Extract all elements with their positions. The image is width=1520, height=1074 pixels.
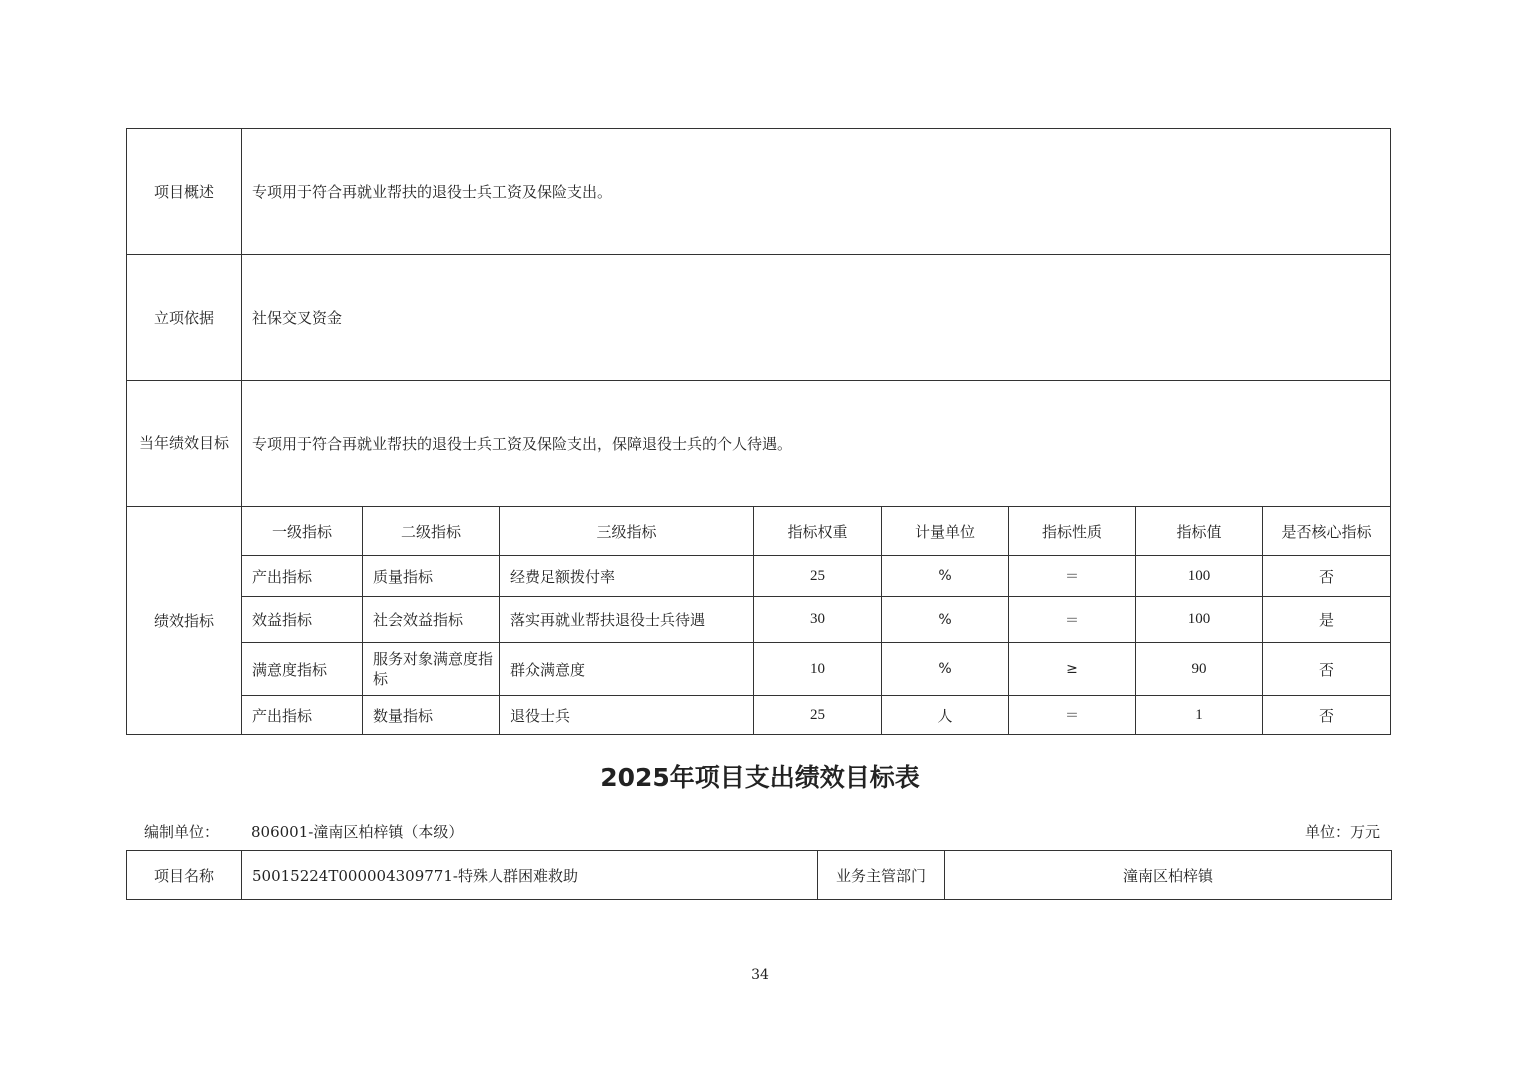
cell-level3: 落实再就业帮扶退役士兵待遇: [500, 597, 754, 643]
basis-row: [127, 255, 1391, 381]
cell-value: 1: [1136, 696, 1263, 735]
cell-nature: ＝: [1009, 696, 1136, 735]
header-weight: 指标权重: [754, 507, 882, 556]
header-value: 指标值: [1136, 507, 1263, 556]
cell-value: 100: [1136, 556, 1263, 597]
cell-value: 90: [1136, 643, 1263, 696]
cell-unit: %: [882, 556, 1009, 597]
cell-level2: 服务对象满意度指标: [363, 643, 500, 696]
page-title: 2025年项目支出绩效目标表: [600, 763, 920, 792]
table-row: [127, 597, 1391, 643]
basis-value: 社保交叉资金: [242, 255, 1391, 381]
indicator-header-row: [127, 507, 1391, 556]
header-unit: 计量单位: [882, 507, 1009, 556]
cell-nature: ≥: [1009, 643, 1136, 696]
unit-label: 编制单位：: [144, 823, 220, 841]
cell-core: 否: [1263, 643, 1391, 696]
cell-nature: ＝: [1009, 556, 1136, 597]
cell-unit: 人: [882, 696, 1009, 735]
goal-row: [127, 381, 1391, 507]
cell-core: 是: [1263, 597, 1391, 643]
goal-value: 专项用于符合再就业帮扶的退役士兵工资及保险支出，保障退役士兵的个人待遇。: [242, 381, 1391, 507]
page-number: 34: [751, 967, 769, 983]
header-level1: 一级指标: [242, 507, 363, 556]
cell-value: 100: [1136, 597, 1263, 643]
header-level3: 三级指标: [500, 507, 754, 556]
goal-label: 当年绩效目标: [127, 381, 242, 507]
project-name-label: 项目名称: [127, 851, 242, 900]
cell-level1: 产出指标: [242, 556, 363, 597]
overview-label: 项目概述: [127, 129, 242, 255]
cell-level1: 产出指标: [242, 696, 363, 735]
cell-unit: %: [882, 643, 1009, 696]
basis-label: 立项依据: [127, 255, 242, 381]
currency-unit: 单位：万元: [1304, 823, 1380, 841]
overview-row: [127, 129, 1391, 255]
project-name-value: 50015224T000004309771-特殊人群困难救助: [242, 851, 818, 900]
overview-value: 专项用于符合再就业帮扶的退役士兵工资及保险支出。: [242, 129, 1391, 255]
cell-unit: %: [882, 597, 1009, 643]
dept-label: 业务主管部门: [818, 851, 945, 900]
header-core: 是否核心指标: [1263, 507, 1391, 556]
cell-level2: 质量指标: [363, 556, 500, 597]
header-nature: 指标性质: [1009, 507, 1136, 556]
performance-table: [126, 128, 1391, 735]
indicators-label: 绩效指标: [127, 507, 242, 735]
cell-weight: 30: [754, 597, 882, 643]
project-name-table: [126, 850, 1392, 900]
cell-weight: 25: [754, 696, 882, 735]
table-row: [127, 556, 1391, 597]
cell-level1: 满意度指标: [242, 643, 363, 696]
cell-level3: 群众满意度: [500, 643, 754, 696]
header-level2: 二级指标: [363, 507, 500, 556]
cell-core: 否: [1263, 556, 1391, 597]
cell-level3: 经费足额拨付率: [500, 556, 754, 597]
cell-nature: ＝: [1009, 597, 1136, 643]
table-row: [127, 696, 1391, 735]
cell-core: 否: [1263, 696, 1391, 735]
cell-weight: 25: [754, 556, 882, 597]
cell-level1: 效益指标: [242, 597, 363, 643]
cell-level3: 退役士兵: [500, 696, 754, 735]
cell-level2: 社会效益指标: [363, 597, 500, 643]
cell-weight: 10: [754, 643, 882, 696]
table-row: [127, 643, 1391, 696]
cell-level2: 数量指标: [363, 696, 500, 735]
dept-value: 潼南区柏梓镇: [945, 851, 1392, 900]
unit-value: 806001-潼南区柏梓镇（本级）: [251, 823, 464, 841]
project-name-row: [127, 851, 1392, 900]
